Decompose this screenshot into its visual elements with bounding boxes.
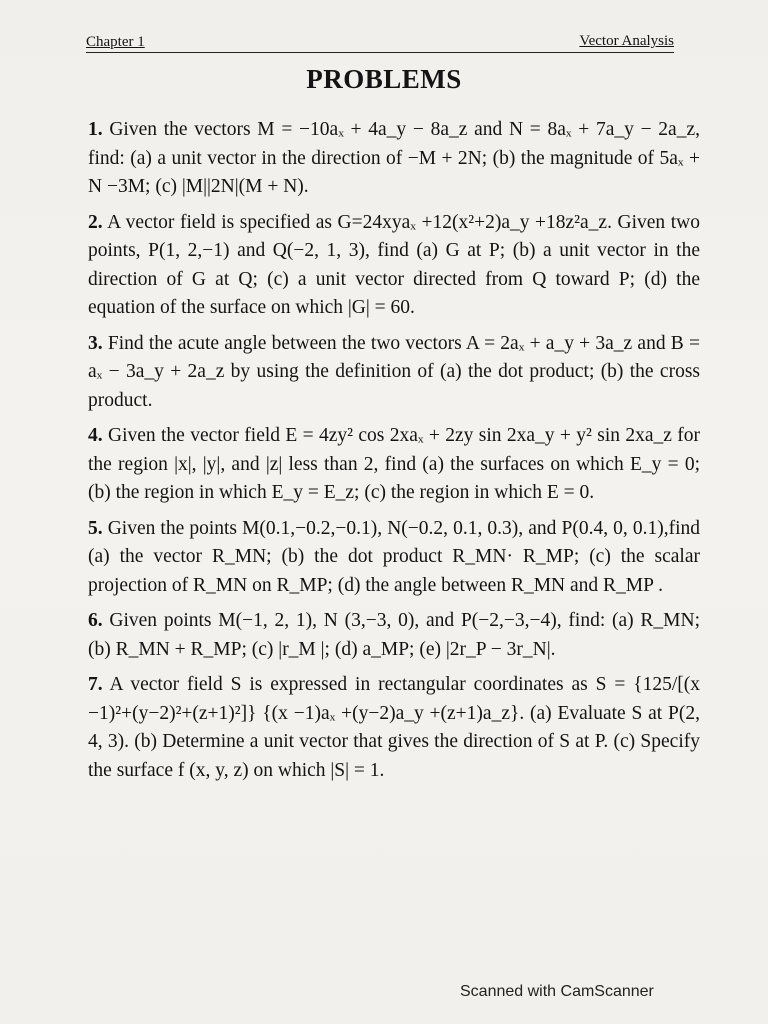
problem-text: A vector field is specified as G=24xyaₓ +12(x²+2)a_y +18z²a_z. Given two points, P(1, 2,−1) and Q(−2, 1, 3), find (a) G at P; (b) a unit vector in the direction of G at Q; (c) a unit vector directed from Q toward P; (d) the equation of the surface on which |G| = 60. bbox=[88, 211, 700, 318]
subject-label: Vector Analysis bbox=[579, 33, 674, 49]
problem-text: Given the points M(0.1,−0.2,−0.1), N(−0.2, 0.1, 0.3), and P(0.4, 0, 0.1),find (a) the vector R_MN; (b) the dot product R_MN· R_MP; (c) the scalar projection of R_MN on R_MP; (d) the angle between R_MN and R_MP . bbox=[88, 517, 700, 596]
problem-number: 5. bbox=[88, 517, 103, 539]
problem-text: Given the vector field E = 4zy² cos 2xaₓ + 2zy sin 2xa_y + y² sin 2xa_z for the region |x|, |y|, and |z| less than 2, find (a) the surfaces on which E_y = 0; (b) the region in which E_y = E_z; (c) the region in which E = 0. bbox=[88, 425, 701, 503]
problem-text: Given the vectors M = −10aₓ + 4a_y − 8a_z and N = 8aₓ + 7a_y − 2a_z, find: (a) a unit vector in the direction of −M + 2N; (b) the magnitude of 5aₓ + N −3M; (c) |M||2N|(M + N). bbox=[88, 119, 700, 197]
scanner-watermark: Scanned with CamScanner bbox=[460, 983, 654, 1000]
problem-text: A vector field S is expressed in rectangular coordinates as S = {125/[(x −1)²+(y−2)²+(z+1)²]} {(x −1)aₓ +(y−2)a_y +(z+1)a_z}. (a) Evaluate S at P(2, 4, 3). (b) Determine a unit vector that gives the direction of S at P. (c) Specify the surface f (x, y, z) on which |S| = 1. bbox=[88, 674, 700, 781]
page-header bbox=[86, 30, 674, 53]
problem-4 bbox=[88, 422, 700, 508]
problem-3 bbox=[88, 330, 700, 416]
problem-number: 6. bbox=[88, 610, 103, 631]
problem-list bbox=[88, 116, 700, 792]
problem-7 bbox=[88, 671, 700, 785]
problem-number: 4. bbox=[88, 425, 103, 446]
chapter-label: Chapter 1 bbox=[86, 34, 145, 50]
problem-number: 3. bbox=[88, 332, 103, 354]
problem-1 bbox=[88, 116, 700, 202]
problem-number: 7. bbox=[88, 674, 103, 695]
problem-number: 1. bbox=[88, 119, 103, 140]
problem-2 bbox=[88, 209, 700, 323]
problem-6 bbox=[88, 607, 700, 664]
problem-text: Find the acute angle between the two vectors A = 2aₓ + a_y + 3a_z and B = aₓ − 3a_y + 2a_z by using the definition of (a) the dot product; (b) the cross product. bbox=[88, 332, 701, 411]
page-title: PROBLEMS bbox=[306, 64, 462, 94]
problem-number: 2. bbox=[88, 211, 103, 233]
problem-text: Given points M(−1, 2, 1), N (3,−3, 0), and P(−2,−3,−4), find: (a) R_MN; (b) R_MN + R_MP; (c) |r_M |; (d) a_MP; (e) |2r_P − 3r_N|. bbox=[88, 610, 701, 660]
problem-5 bbox=[88, 515, 700, 601]
